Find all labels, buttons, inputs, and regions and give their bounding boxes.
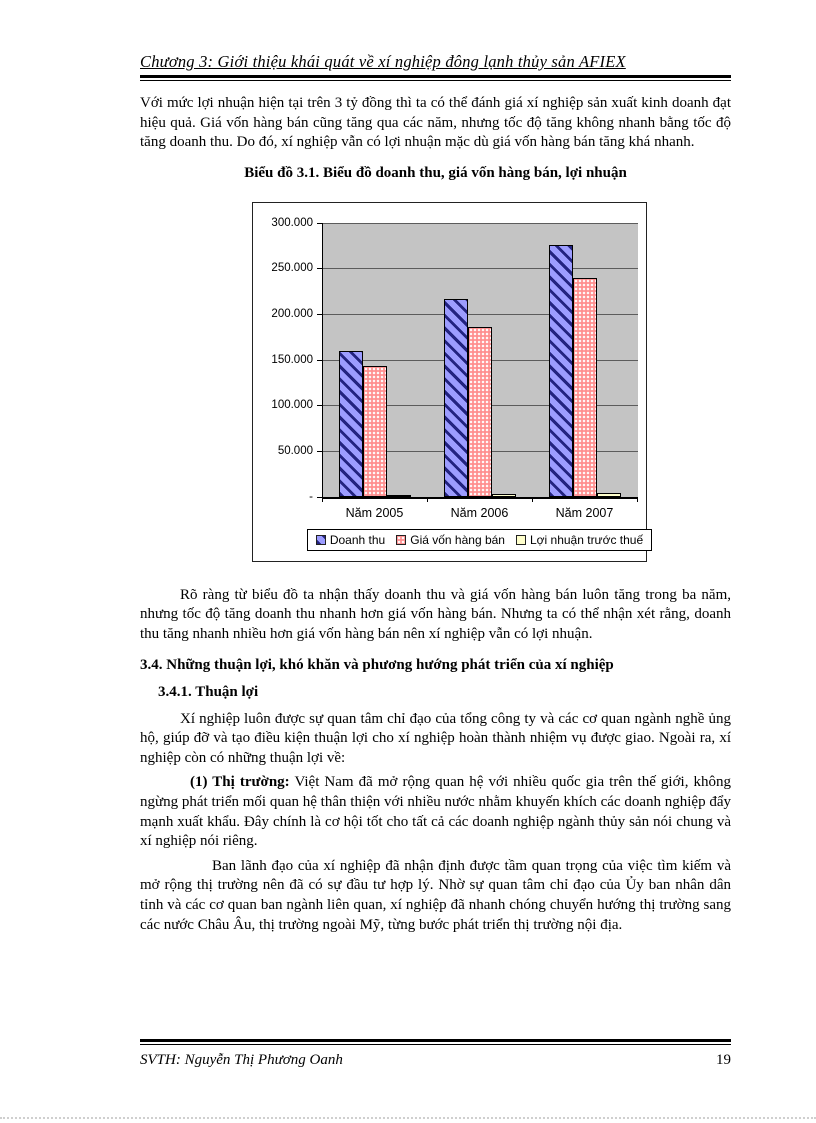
y-tick-label: 250.000 [271,262,313,275]
bar-Lợi nhuận trước thuế-Năm 2007 [597,493,621,497]
legend-swatch-icon [316,535,326,545]
y-tick-label: 150.000 [271,353,313,366]
legend-item [396,533,505,547]
x-tick-mark [637,497,638,502]
page-footer [140,1036,731,1069]
bar-Giá vốn hàng bán-Năm 2005 [363,366,387,497]
paragraph-intro: Với mức lợi nhuận hiện tại trên 3 tỷ đồng thì ta có thể đánh giá xí nghiệp sản xuất kinh doanh đạt hiệu quả. Giá vốn hàng bán cũng tăng qua các năm, nhưng tốc độ tăng không nhanh bằng tốc độ tăng doanh thu. Do đó, xí nghiệp vẫn có lợi nhuận mặc dù giá vốn hàng bán tăng khá nhanh. [140,95,731,151]
y-tick-label: - [309,490,313,503]
chart-container [140,202,731,562]
bar-Doanh thu-Năm 2005 [339,351,363,497]
legend-label: Lợi nhuận trước thuế [529,532,644,547]
bar-Giá vốn hàng bán-Năm 2006 [468,327,492,497]
chart-caption: Biểu đồ 3.1. Biểu đồ doanh thu, giá vốn hàng bán, lợi nhuận [244,164,627,181]
paragraph-chart-comment: Rõ ràng từ biểu đồ ta nhận thấy doanh thu và giá vốn hàng bán luôn tăng trong ba năm, nhưng tốc độ tăng doanh thu nhanh hơn giá vốn hàng bán. Nhưng ta có thể nhận xét rằng, doanh thu tăng nhanh nhiều hơn giá vốn hàng bán nên xí nghiệp vẫn có lợi nhuận. [140,586,731,642]
bar-chart [252,202,647,562]
x-category-label: Năm 2005 [345,505,404,520]
page-header [140,52,731,81]
y-tick-label: 200.000 [271,308,313,321]
bar-Giá vốn hàng bán-Năm 2007 [573,278,597,496]
chart-gridline [323,268,638,269]
y-tick-mark [317,268,323,269]
page-bottom-dotted-line [0,1117,816,1119]
y-tick-mark [317,451,323,452]
bar-Doanh thu-Năm 2006 [444,299,468,497]
chart-gridline [323,223,638,224]
legend-swatch-icon [516,535,526,545]
heading-3-4-1: 3.4.1. Thuận lợi [158,683,259,700]
x-category-label: Năm 2006 [450,505,509,520]
y-tick-mark [317,360,323,361]
bar-Lợi nhuận trước thuế-Năm 2005 [387,495,411,497]
paragraph-market-lead: (1) Thị trường: [190,774,290,791]
paragraph-market [140,773,731,851]
legend-label: Giá vốn hàng bán [410,532,505,547]
x-category-label: Năm 2007 [555,505,614,520]
footer-rule [140,1039,731,1045]
paragraph-market-body: Việt Nam đã mở rộng quan hệ với nhiều quốc gia trên thế giới, không ngừng phát triển mối quan hệ thân thiện với nhiều nước nhằm khuyến khích các doanh nghiệp đẩy mạnh xuất khẩu. Đây chính là cơ hội tốt cho tất cả các doanh nghiệp ngành thủy sản nói chung và xí nghiệp nói riêng. [140,774,732,850]
bar-Lợi nhuận trước thuế-Năm 2006 [492,494,516,496]
x-tick-mark [322,497,323,502]
page-number: 19 [716,1052,731,1068]
x-tick-mark [427,497,428,502]
header-rule [140,75,731,81]
y-tick-mark [317,405,323,406]
chapter-title: Chương 3: Giới thiệu khái quát về xí nghiệp đông lạnh thủy sản AFIEX [140,52,626,71]
chart-legend [322,529,644,551]
legend-swatch-icon [396,535,406,545]
paragraph-advantages-intro: Xí nghiệp luôn được sự quan tâm chỉ đạo của tổng công ty và các cơ quan ngành nghề ủng hộ, giúp đỡ và tạo điều kiện thuận lợi cho xí nghiệp hoàn thành nhiệm vụ được giao. Ngoài ra, xí nghiệp còn có những thuận lợi về: [140,710,731,766]
legend-label: Doanh thu [329,532,386,547]
heading-3-4: 3.4. Những thuận lợi, khó khăn và phương hướng phát triển của xí nghiệp [140,656,614,673]
footer-row [140,1052,731,1069]
y-tick-label: 100.000 [271,399,313,412]
legend-item [316,533,385,547]
y-tick-mark [317,223,323,224]
legend-item [516,533,643,547]
paragraph-management: Ban lãnh đạo của xí nghiệp đã nhận định được tầm quan trọng của việc tìm kiếm và mở rộng thị trường nên đã có sự đầu tư hợp lý. Nhờ sự quan tâm chỉ đạo của Ủy ban nhân dân tỉnh và các cơ quan ban ngành liên quan, xí nghiệp đã nhanh chóng chuyển hướng thị trường sang các nước Châu Âu, thị trường ngoài Mỹ, từng bước phát triển thị trường nội địa. [140,857,731,933]
y-tick-label: 50.000 [277,445,313,458]
y-tick-label: 300.000 [271,216,313,229]
footer-author: SVTH: Nguyễn Thị Phương Oanh [140,1052,343,1068]
bar-Doanh thu-Năm 2007 [549,245,573,497]
legend-box [307,529,652,551]
y-tick-mark [317,314,323,315]
x-tick-mark [532,497,533,502]
